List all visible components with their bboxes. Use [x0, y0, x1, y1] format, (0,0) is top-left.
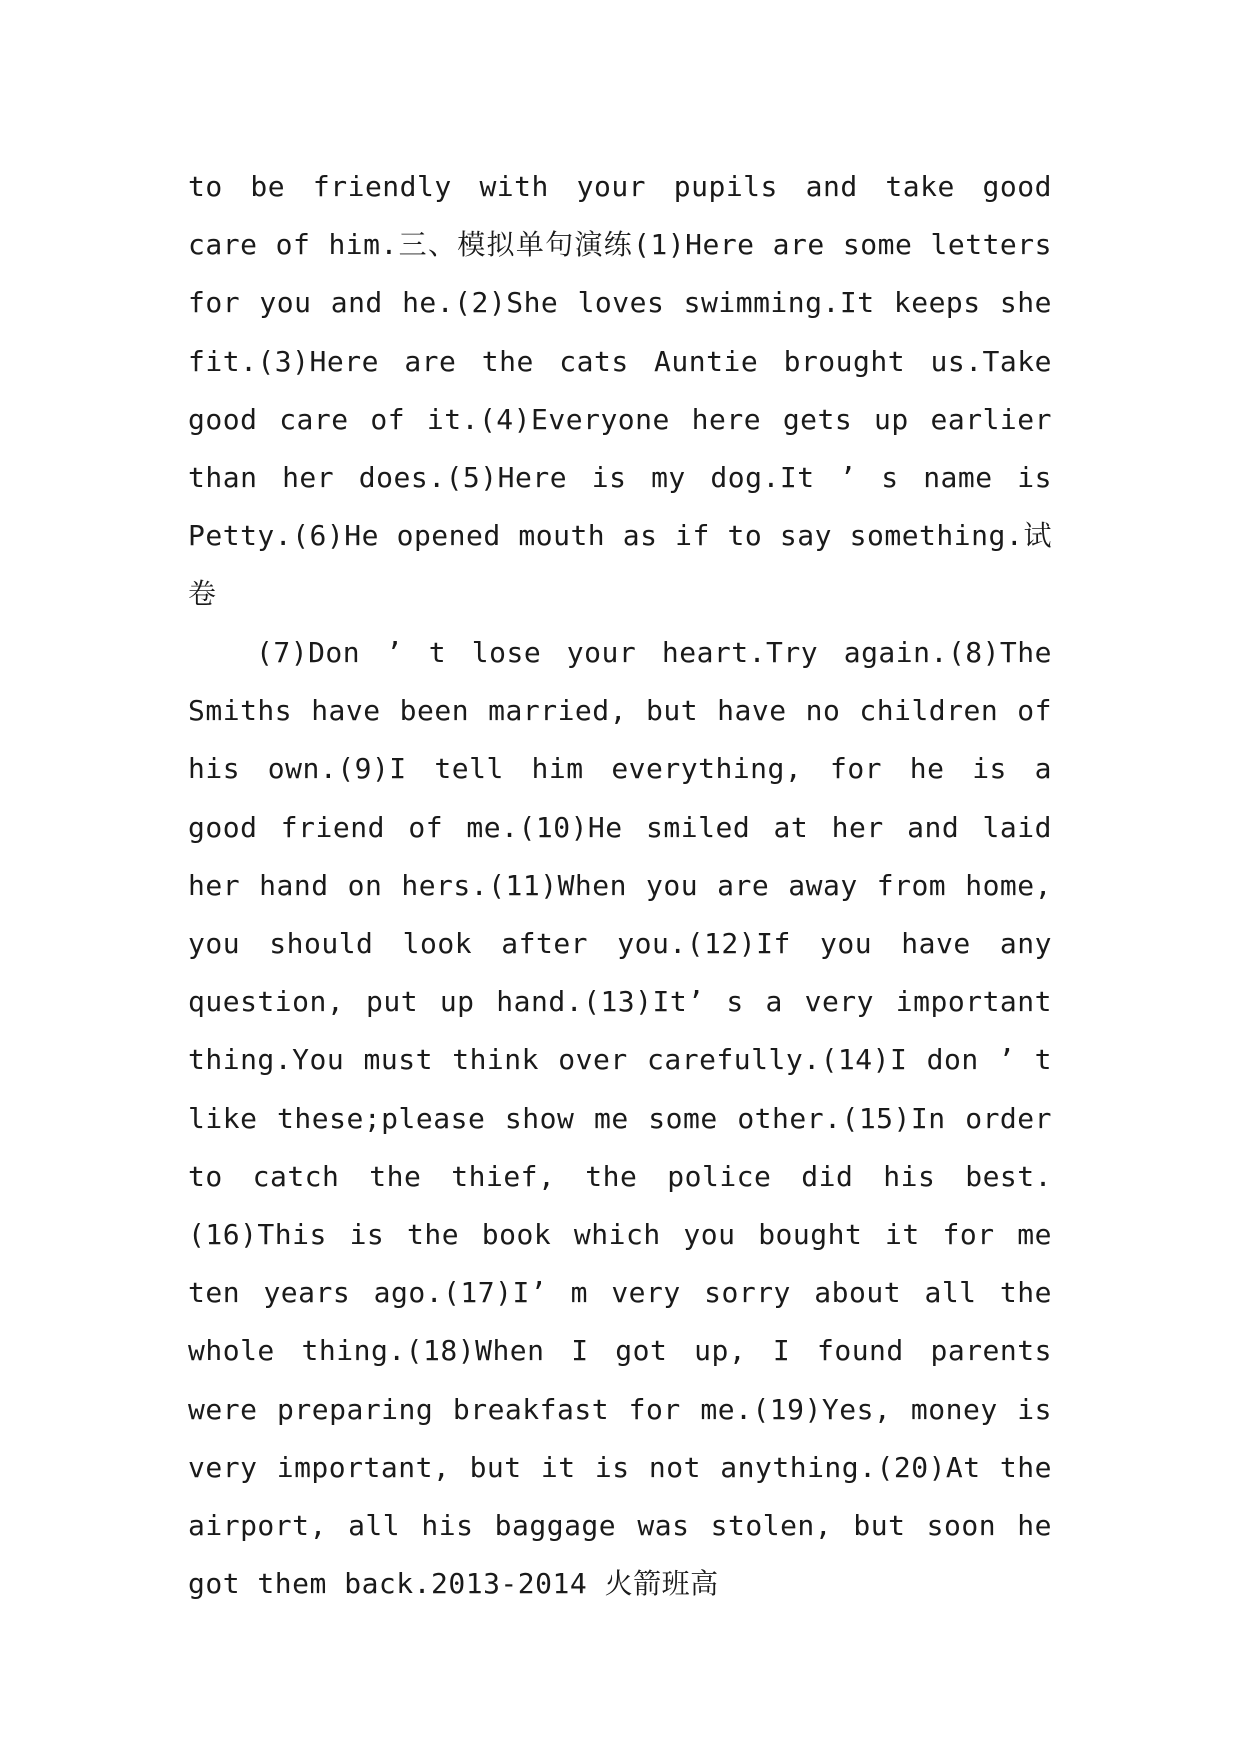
paragraph-1: to be friendly with your pupils and take good care of him.三、模拟单句演练(1)Here are some letters for you and he.(2)She loves swimming.It keeps she fit.(3)Here are the cats Auntie brought us.Take good care of it.(4)Everyone here gets up earlier than her does.(5)Here is my dog.It ’ s name is Petty.(6)He opened mouth as if to say something.试卷	[188, 170, 1052, 611]
paragraph-2: (7)Don ’ t lose your heart.Try again.(8)The Smiths have been married, but have no children of his own.(9)I tell him everything, for he is a good friend of me.(10)He smiled at her and laid her hand on hers.(11)When you are away from home, you should look after you.(12)If you have any question, put up hand.(13)It’ s a very important thing.You must think over carefully.(14)I don ’ t like these;please show me some other.(15)In order to catch the thief, the police did his best.(16)This is the book which you bought it for me ten years ago.(17)I’ m very sorry about all the whole thing.(18)When I got up, I found parents were preparing breakfast for me.(19)Yes, money is very important, but it is not anything.(20)At the airport, all his baggage was stolen, but soon he got them back.2013-2014 火箭班高	[188, 636, 1052, 1601]
